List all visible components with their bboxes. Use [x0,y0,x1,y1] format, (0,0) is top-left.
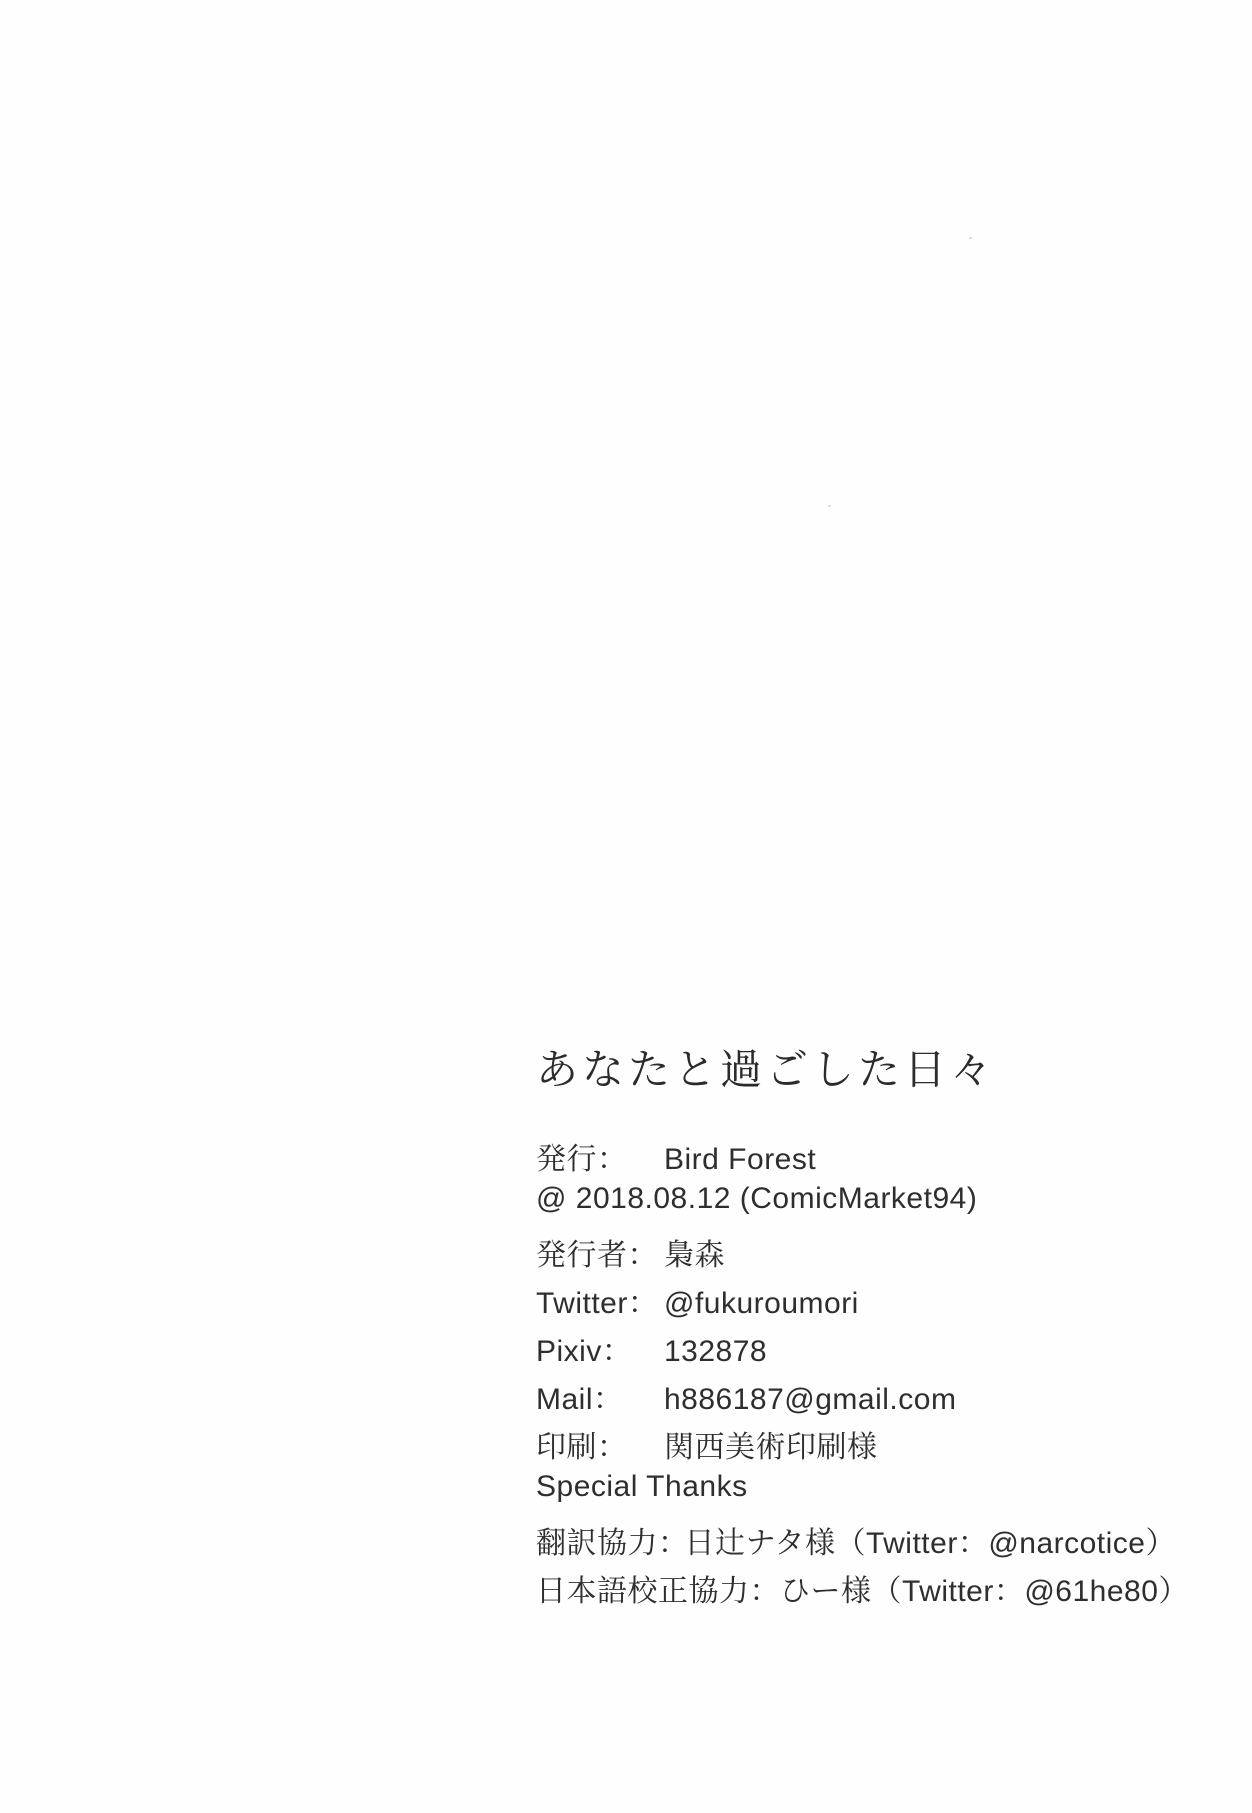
mail-address: h886187@gmail.com [664,1383,957,1417]
credit-rows [536,1134,1189,1614]
credit-row-publisher [536,1134,1176,1182]
date-line: @ 2018.08.12 (ComicMarket94) [536,1182,978,1216]
author-label: 発行者： [536,1239,658,1273]
credit-row-twitter [536,1278,1176,1326]
mail-label: Mail： [536,1383,624,1417]
special-thanks-heading: Special Thanks [536,1470,748,1504]
pixiv-id: 132878 [664,1335,768,1369]
credit-row-date [536,1182,1176,1230]
credit-row-pixiv [536,1326,1176,1374]
publisher-label: 発行： [536,1143,628,1177]
credit-row-printer [536,1422,1176,1470]
twitter-handle: @fukuroumori [664,1287,859,1321]
author-value: 梟森 [664,1239,725,1273]
colophon-block [536,1046,1189,1614]
scan-speck [969,237,972,239]
translation-credit-row [536,1518,1176,1566]
translation-label: 翻訳協力： [536,1527,689,1561]
credit-row-mail [536,1374,1176,1422]
printer-name: 関西美術印刷様 [664,1431,878,1465]
proofreading-credit-row [536,1566,1189,1614]
book-title: あなたと過ごした日々 [536,1046,997,1093]
credit-row-author [536,1230,1176,1278]
twitter-label: Twitter： [536,1287,659,1321]
scan-speck [828,505,831,507]
printer-label: 印刷： [536,1431,628,1465]
special-thanks-row [536,1470,1176,1518]
publisher-value: Bird Forest [664,1143,817,1177]
proofreading-value: 日本語校正協力：ひー様（Twitter：@61he80） [536,1575,1189,1609]
pixiv-label: Pixiv： [536,1335,633,1369]
translation-value: 日辻ナタ様（Twitter：@narcotice） [684,1527,1176,1561]
